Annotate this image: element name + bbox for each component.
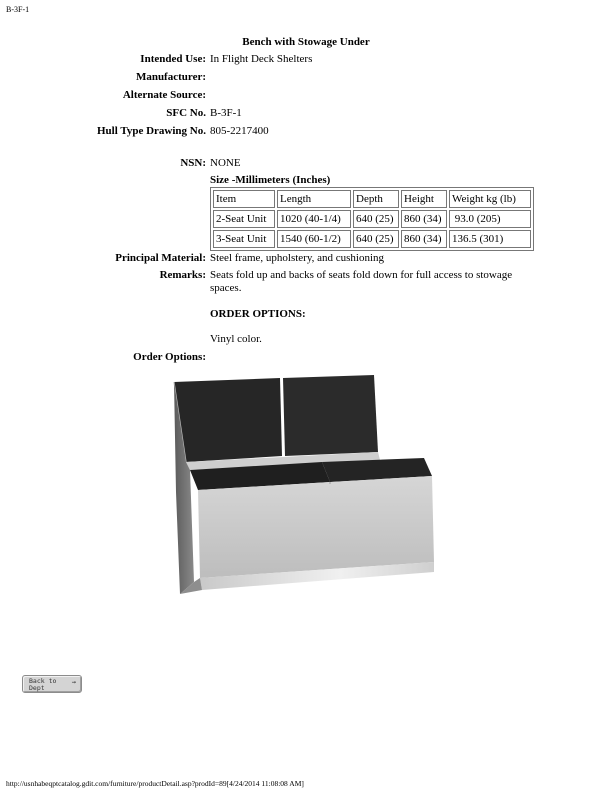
order-options-text: Vinyl color. [210, 333, 262, 345]
bench-backrest-left [174, 378, 282, 462]
principal-material-value: Steel frame, upholstery, and cushioning [210, 252, 385, 264]
table-header-cell: Depth [353, 190, 399, 208]
intended-use-value: In Flight Deck Shelters [210, 53, 313, 65]
size-table [210, 187, 534, 251]
table-cell: 640 (25) [353, 210, 399, 228]
table-header-row [213, 190, 531, 208]
alternate-source-label: Alternate Source: [122, 89, 206, 101]
intended-use-label: Intended Use: [140, 53, 206, 65]
bench-stowage-front [198, 476, 434, 578]
page-footer-url: http://usnhabeqptcatalog.gdit.com/furniture/productDetail.asp?prodId=89[4/24/2014 11:08:08 AM] [6, 779, 304, 788]
principal-material-label: Principal Material: [115, 252, 206, 264]
hull-drawing-value: 805-2217400 [210, 125, 269, 137]
table-cell: 3-Seat Unit [213, 230, 275, 248]
table-cell: 93.0 (205) [449, 210, 531, 228]
table-header-cell: Height [401, 190, 447, 208]
table-header-cell: Length [277, 190, 351, 208]
manufacturer-label: Manufacturer: [135, 71, 206, 83]
table-header-cell: Item [213, 190, 275, 208]
table-row [213, 230, 531, 248]
bench-backrest-right [283, 375, 378, 456]
bench-photo [162, 372, 444, 612]
table-header-cell: Weight kg (lb) [449, 190, 531, 208]
size-table-heading: Size -Millimeters (Inches) [210, 174, 331, 186]
back-to-dept-label: Back to Dept [29, 677, 57, 692]
table-row [213, 210, 531, 228]
page-header-code: B-3F-1 [6, 5, 30, 14]
page-title: Bench with Stowage Under [242, 36, 370, 48]
table-cell: 860 (34) [401, 210, 447, 228]
table-cell: 1540 (60-1/2) [277, 230, 351, 248]
order-options-label: Order Options: [133, 351, 206, 363]
table-cell: 640 (25) [353, 230, 399, 248]
back-to-dept-button[interactable] [22, 675, 82, 693]
sfc-no-label: SFC No. [166, 107, 206, 119]
order-options-heading: ORDER OPTIONS: [210, 308, 306, 320]
nsn-label: NSN: [180, 157, 206, 169]
remarks-value: Seats fold up and backs of seats fold down for full access to stowage spaces. [210, 269, 513, 294]
nsn-value: NONE [210, 157, 241, 169]
table-cell: 1020 (40-1/4) [277, 210, 351, 228]
arrow-right-icon: → [71, 678, 76, 686]
table-cell: 2-Seat Unit [213, 210, 275, 228]
table-cell: 136.5 (301) [449, 230, 531, 248]
remarks-label: Remarks: [159, 269, 206, 281]
sfc-no-value: B-3F-1 [210, 107, 242, 119]
hull-drawing-label: Hull Type Drawing No. [97, 125, 206, 137]
table-cell: 860 (34) [401, 230, 447, 248]
